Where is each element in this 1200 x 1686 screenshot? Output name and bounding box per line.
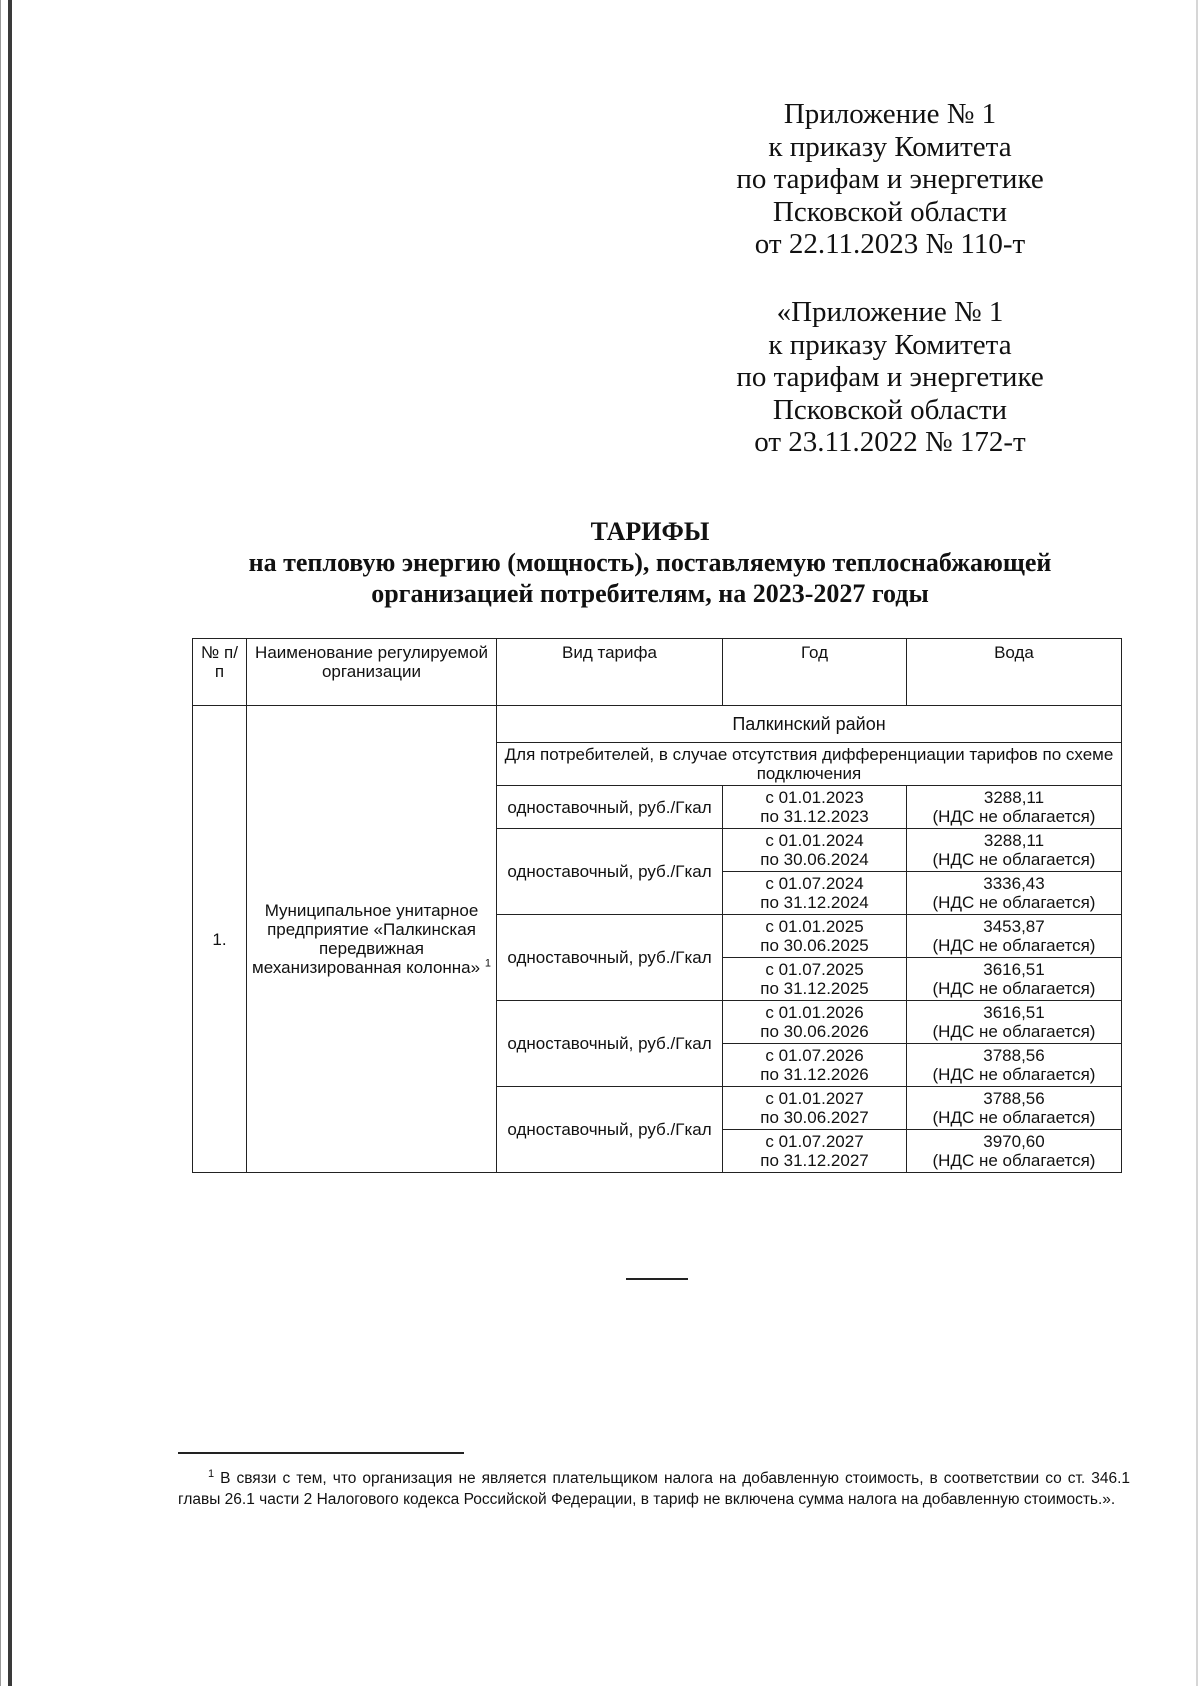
- period-from: с 01.01.2024: [765, 831, 864, 850]
- tariff-value: 3288,11: [983, 788, 1045, 807]
- period-cell: [723, 786, 907, 829]
- header-water: Вода: [907, 639, 1122, 706]
- water-tariff-cell: [907, 1044, 1122, 1087]
- vat-note: (НДС не облагается): [932, 1151, 1096, 1170]
- water-tariff-cell: [907, 829, 1122, 872]
- tariff-table: [192, 638, 1122, 1173]
- scan-edge-right: [1196, 0, 1198, 1686]
- appendix-line: от 22.11.2023 № 110-т: [754, 228, 1026, 260]
- period-from: с 01.07.2025: [765, 960, 864, 979]
- footnote-reference: 1: [484, 957, 491, 970]
- period-from: с 01.07.2024: [765, 874, 864, 893]
- water-tariff-cell: [907, 872, 1122, 915]
- period-cell: [723, 1087, 907, 1130]
- appendix-line: по тарифам и энергетике: [736, 163, 1044, 195]
- header-tariff-type: Вид тарифа: [497, 639, 723, 706]
- period-to: по 31.12.2024: [760, 893, 869, 912]
- footnote-text: В связи с тем, что организация не является плательщиком налога на добавленную стоимость, в соответствии со ст. 346.1 главы 26.1 части 2 Налогового кодекса Российской Федерации, в тариф не включена сумма налога на добавленную стоимость.».: [178, 1470, 1130, 1508]
- header-organization: Наименование регулируемой организации: [247, 639, 497, 706]
- appendix-current-header: [720, 98, 1060, 261]
- vat-note: (НДС не облагается): [932, 807, 1096, 826]
- footnote-mark: 1: [208, 1467, 215, 1480]
- period-to: по 31.12.2025: [760, 979, 869, 998]
- period-to: по 30.06.2027: [760, 1108, 869, 1127]
- table-row: [193, 706, 1122, 743]
- tariff-type-cell: одноставочный, руб./Гкал: [497, 915, 723, 1001]
- organization-cell: [247, 706, 497, 1173]
- tariff-value: 3788,56: [983, 1089, 1045, 1108]
- period-from: с 01.01.2023: [765, 788, 864, 807]
- tariff-value: 3616,51: [983, 1003, 1045, 1022]
- period-to: по 31.12.2023: [760, 807, 869, 826]
- period-cell: [723, 1044, 907, 1087]
- document-title: [190, 516, 1110, 609]
- appendix-line: по тарифам и энергетике: [736, 361, 1044, 393]
- tariff-value: 3788,56: [983, 1046, 1045, 1065]
- vat-note: (НДС не облагается): [932, 893, 1096, 912]
- vat-note: (НДС не облагается): [932, 936, 1096, 955]
- period-to: по 31.12.2026: [760, 1065, 869, 1084]
- water-tariff-cell: [907, 1001, 1122, 1044]
- appendix-previous-header: [720, 296, 1060, 459]
- period-from: с 01.07.2027: [765, 1132, 864, 1151]
- period-from: с 01.07.2026: [765, 1046, 864, 1065]
- region-name: Палкинский район: [497, 706, 1122, 743]
- water-tariff-cell: [907, 915, 1122, 958]
- title-line: организацией потребителям, на 2023-2027 годы: [371, 579, 929, 608]
- period-cell: [723, 915, 907, 958]
- period-to: по 30.06.2025: [760, 936, 869, 955]
- tariff-type-cell: одноставочный, руб./Гкал: [497, 829, 723, 915]
- scan-edge-binding: [8, 0, 12, 1686]
- period-cell: [723, 1130, 907, 1173]
- tariff-type-cell: одноставочный, руб./Гкал: [497, 786, 723, 829]
- period-cell: [723, 1001, 907, 1044]
- tariff-value: 3288,11: [983, 831, 1045, 850]
- water-tariff-cell: [907, 958, 1122, 1001]
- vat-note: (НДС не облагается): [932, 979, 1096, 998]
- period-to: по 31.12.2027: [760, 1151, 869, 1170]
- tariff-value: 3970,60: [983, 1132, 1045, 1151]
- water-tariff-cell: [907, 786, 1122, 829]
- appendix-line: Псковской области: [772, 393, 1008, 426]
- tariff-type-cell: одноставочный, руб./Гкал: [497, 1087, 723, 1173]
- period-from: с 01.01.2026: [765, 1003, 864, 1022]
- period-cell: [723, 958, 907, 1001]
- appendix-line: от 23.11.2022 № 172-т: [754, 426, 1026, 458]
- water-tariff-cell: [907, 1130, 1122, 1173]
- table-header-row: [193, 639, 1122, 706]
- tariff-value: 3616,51: [983, 960, 1045, 979]
- vat-note: (НДС не облагается): [932, 1022, 1096, 1041]
- end-separator: [626, 1278, 688, 1280]
- header-number: № п/п: [193, 639, 247, 706]
- tariff-value: 3336,43: [983, 874, 1045, 893]
- tariff-type-cell: одноставочный, руб./Гкал: [497, 1001, 723, 1087]
- appendix-line: Приложение № 1: [783, 98, 997, 130]
- title-heading: ТАРИФЫ: [590, 517, 710, 546]
- period-from: с 01.01.2025: [765, 917, 864, 936]
- period-cell: [723, 872, 907, 915]
- organization-name: Муниципальное унитарное предприятие «Палкинская передвижная механизированная колонна»: [252, 901, 481, 977]
- vat-note: (НДС не облагается): [932, 850, 1096, 869]
- tariff-value: 3453,87: [983, 917, 1045, 936]
- footnote: [178, 1468, 1130, 1510]
- appendix-line: к приказу Комитета: [768, 328, 1012, 361]
- appendix-line: Псковской области: [772, 195, 1008, 228]
- title-line: на тепловую энергию (мощность), поставляемую теплоснабжающей: [248, 548, 1052, 577]
- appendix-line: к приказу Комитета: [768, 130, 1012, 163]
- period-to: по 30.06.2026: [760, 1022, 869, 1041]
- water-tariff-cell: [907, 1087, 1122, 1130]
- vat-note: (НДС не облагается): [932, 1065, 1096, 1084]
- scan-edge-outer: [0, 0, 1, 1686]
- period-cell: [723, 829, 907, 872]
- period-to: по 30.06.2024: [760, 850, 869, 869]
- appendix-line: «Приложение № 1: [776, 296, 1004, 328]
- footnote-divider: [178, 1452, 464, 1454]
- row-number: 1.: [193, 706, 247, 1173]
- vat-note: (НДС не облагается): [932, 1108, 1096, 1127]
- header-year: Год: [723, 639, 907, 706]
- consumer-note: Для потребителей, в случае отсутствия дифференциации тарифов по схеме подключения: [497, 743, 1122, 786]
- period-from: с 01.01.2027: [765, 1089, 864, 1108]
